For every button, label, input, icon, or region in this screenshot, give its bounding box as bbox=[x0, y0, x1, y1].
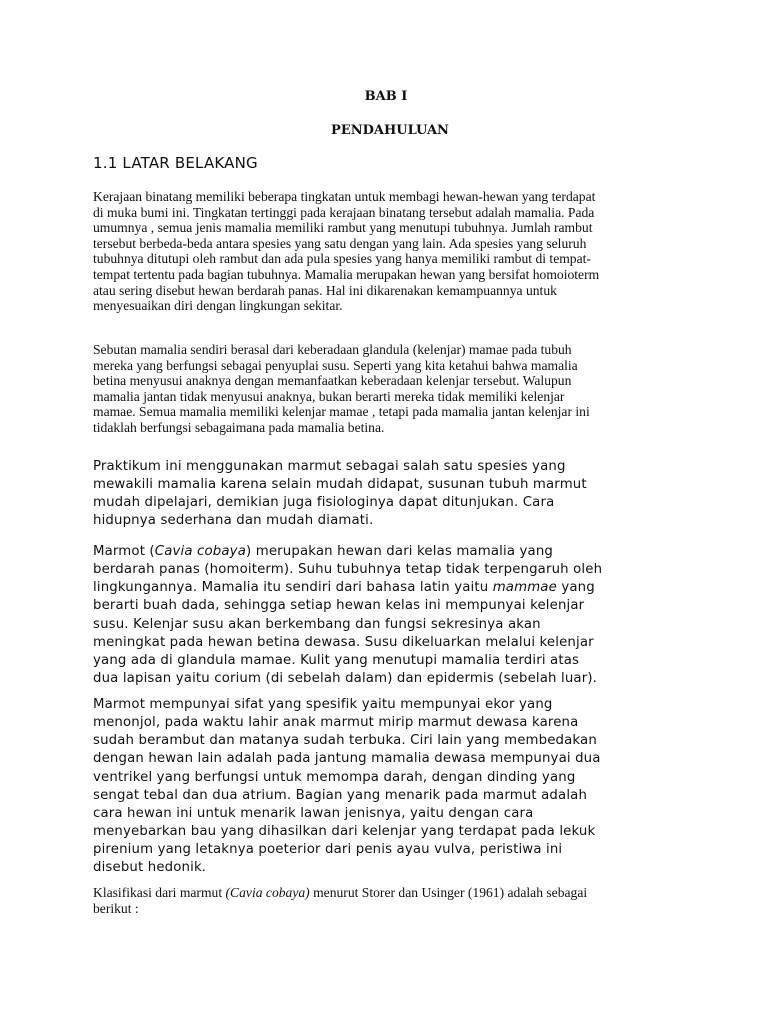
latin-term: mammae bbox=[492, 580, 557, 596]
paragraph-line: menyebarkan bau yang dihasilkan dari kelenjar yang terdapat pada lekuk bbox=[93, 824, 596, 840]
species-name: (Cavia cobaya) bbox=[225, 885, 310, 900]
text-run: Klasifikasi dari marmut bbox=[93, 885, 226, 900]
paragraph-line: pirenium yang letaknya poeterior dari penis ayau vulva, peristiwa ini bbox=[93, 842, 563, 858]
paragraph-line bbox=[93, 543, 602, 561]
paragraph-line: menonjol, pada waktu lahir anak marmut mirip marmut dewasa karena bbox=[93, 715, 579, 731]
paragraph-line: dengan hewan lain adalah pada jantung mamalia dewasa mempunyai dua bbox=[93, 751, 601, 767]
section-heading: 1.1 LATAR BELAKANG bbox=[93, 154, 258, 172]
paragraph-line: berdarah panas (homoiterm). Suhu tubuhnya tetap tidak terpengaruh oleh bbox=[93, 562, 603, 578]
paragraph-line: tubuhnya ditutupi oleh rambut dan ada pula spesies yang hanya memiliki rambut di tempat- bbox=[93, 251, 591, 267]
paragraph-line: Praktikum ini menggunakan marmut sebagai salah satu spesies yang bbox=[93, 459, 566, 474]
text-run: ) merupakan hewan dari kelas mamalia yang bbox=[246, 544, 553, 559]
paragraph-line: tempat tertentu pada bagian tubuhnya. Mamalia merupakan hewan yang bersifat homoioterm bbox=[93, 266, 600, 282]
paragraph-line: sengat tebal dan dua atrium. Bagian yang menarik pada marmut adalah bbox=[93, 787, 588, 803]
paragraph-line: menyesuaikan diri dengan lingkungan sekitar. bbox=[93, 298, 343, 314]
paragraph-6 bbox=[93, 885, 587, 916]
paragraph-line: di muka bumi ini. Tingkatan tertinggi pada kerajaan binatang tersebut adalah mamalia. Pada bbox=[93, 204, 595, 220]
paragraph-line bbox=[93, 885, 587, 901]
paragraph-line: mudah dipelajari, demikian juga fisiologinya dapat ditunjukan. Cara bbox=[93, 495, 555, 511]
paragraph-line: Sebutan mamalia sendiri berasal dari keberadaan glandula (kelenjar) mamae pada tubuh bbox=[93, 342, 572, 357]
paragraph-5 bbox=[93, 696, 601, 878]
paragraph-line: berarti buah dada, sehingga setiap hewan kelas ini mempunyai kelenjar bbox=[93, 598, 585, 614]
paragraph-line: cara hewan ini untuk menarik lawan jenisnya, yaitu dengan cara bbox=[93, 805, 534, 821]
paragraph-line: Marmot mempunyai sifat yang spesifik yaitu mempunyai ekor yang bbox=[93, 697, 553, 712]
paragraph-line: tidaklah berfungsi sebagaimana pada mamalia betina. bbox=[93, 419, 385, 435]
paragraph-line: mamae. Semua mamalia memiliki kelenjar mamae , tetapi pada mamalia jantan kelenjar ini bbox=[93, 404, 590, 420]
paragraph-line: Kerajaan binatang memiliki beberapa tingkatan untuk membagi hewan-hewan yang terdapat bbox=[93, 189, 596, 204]
text-run: lingkungannya. Mamalia itu sendiri dari bahasa latin yaitu bbox=[93, 580, 493, 596]
paragraph-line: disebut hedonik. bbox=[93, 860, 207, 876]
paragraph-line: mereka yang berfungsi sebagai penyuplai susu. Seperti yang kita ketahui bahwa mamalia bbox=[93, 357, 578, 373]
paragraph-4 bbox=[93, 543, 602, 688]
chapter-number: BAB I bbox=[364, 89, 408, 104]
paragraph-line: berikut : bbox=[93, 900, 139, 916]
species-name: Cavia cobaya bbox=[154, 544, 247, 559]
paragraph-line: tersebut berbeda-beda antara spesies yang satu dengan yang lain. Ada spesies yang seluruh bbox=[93, 235, 587, 251]
text-run: Marmot ( bbox=[93, 544, 155, 559]
chapter-title: PENDAHULUAN bbox=[331, 123, 449, 138]
paragraph-line: mewakili mamalia karena selain mudah didapat, susunan tubuh marmut bbox=[93, 477, 587, 493]
text-run: yang bbox=[556, 580, 595, 596]
paragraph-line bbox=[93, 579, 602, 597]
paragraph-line: meningkat pada hewan betina dewasa. Susu dikeluarkan melalui kelenjar bbox=[93, 634, 594, 650]
paragraph-line: atau sering disebut hewan berdarah panas. Hal ini dikarenakan kemampuannya untuk bbox=[93, 282, 557, 298]
paragraph-line: betina menyusui anaknya dengan memanfaatkan keberadaan kelenjar tersebut. Walupun bbox=[93, 373, 572, 389]
paragraph-line: yang ada di glandula mamae. Kulit yang menutupi mamalia terdiri atas bbox=[93, 652, 580, 668]
paragraph-line: sudah berambut dan matanya sudah terbuka. Ciri lain yang membedakan bbox=[93, 733, 597, 749]
paragraph-line: hidupnya sederhana dan mudah diamati. bbox=[93, 513, 374, 529]
paragraph-3 bbox=[93, 458, 587, 531]
paragraph-line: susu. Kelenjar susu akan berkembang dan fungsi sekresinya akan bbox=[93, 616, 541, 632]
text-run: menurut Storer dan Usinger (1961) adalah sebagai bbox=[309, 885, 588, 900]
paragraph-line: dua lapisan yaitu corium (di sebelah dalam) dan epidermis (sebelah luar). bbox=[93, 671, 598, 687]
paragraph-line: ventrikel yang berfungsi untuk memompa darah, dengan dinding yang bbox=[93, 769, 576, 785]
paragraph-line: mamalia jantan tidak menyusui anaknya, bukan berarti mereka tidak memiliki kelenjar bbox=[93, 388, 565, 404]
paragraph-1 bbox=[93, 189, 599, 314]
paragraph-2 bbox=[93, 342, 590, 436]
paragraph-line: umumnya , semua jenis mamalia memiliki rambut yang menutupi tubuhnya. Jumlah rambut bbox=[93, 220, 593, 236]
